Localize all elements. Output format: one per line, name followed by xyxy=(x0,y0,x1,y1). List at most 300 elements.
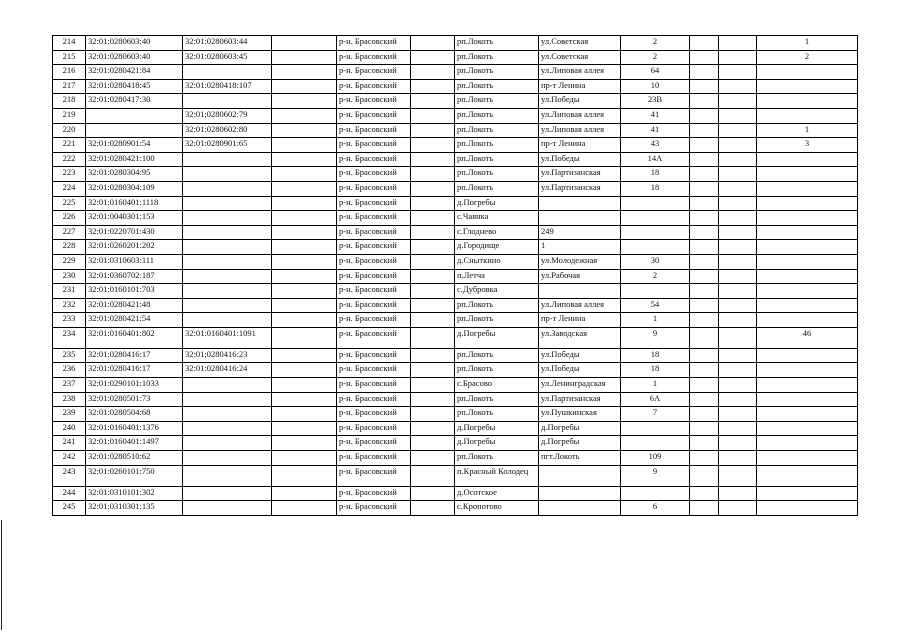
house-number: 41 xyxy=(621,108,690,123)
empty-cell xyxy=(690,225,719,240)
empty-cell xyxy=(272,196,337,211)
linked-cadastral-number: 32:01:0280416:23 xyxy=(183,348,272,363)
empty-cell xyxy=(690,436,719,451)
locality: с.Кропотово xyxy=(455,501,539,516)
locality: рп.Локоть xyxy=(455,392,539,407)
table-row xyxy=(53,240,858,255)
cadastral-number: 32:01:0260201:202 xyxy=(86,240,183,255)
linked-cadastral-number: 32:01:0280603:45 xyxy=(183,50,272,65)
street: ул.Партизанская xyxy=(539,392,621,407)
row-number: 237 xyxy=(53,378,86,393)
empty-cell xyxy=(411,363,455,378)
empty-cell xyxy=(411,451,455,466)
house-number xyxy=(621,421,690,436)
cadastral-number: 32:01:0280603:40 xyxy=(86,50,183,65)
locality: рп.Локоть xyxy=(455,167,539,182)
empty-cell xyxy=(690,313,719,328)
linked-cadastral-number xyxy=(183,501,272,516)
empty-cell xyxy=(272,181,337,196)
empty-cell xyxy=(719,211,757,226)
table-row xyxy=(53,501,858,516)
house-number: 23В xyxy=(621,94,690,109)
region: р-н. Брасовский xyxy=(337,348,411,363)
region: р-н. Брасовский xyxy=(337,36,411,51)
house-number: 2 xyxy=(621,50,690,65)
street: ул.Победы xyxy=(539,94,621,109)
empty-cell xyxy=(719,378,757,393)
street: ул.Заводская xyxy=(539,327,621,348)
locality: рп.Локоть xyxy=(455,108,539,123)
linked-cadastral-number xyxy=(183,436,272,451)
cadastral-number: 32:01:0280421:100 xyxy=(86,152,183,167)
empty-cell xyxy=(411,254,455,269)
table-row xyxy=(53,465,858,486)
cadastral-number: 32:01:0280501:73 xyxy=(86,392,183,407)
cadastral-number: 32:01:0280304:109 xyxy=(86,181,183,196)
empty-cell xyxy=(411,225,455,240)
apartment-number xyxy=(757,313,858,328)
empty-cell xyxy=(690,152,719,167)
locality: рп.Локоть xyxy=(455,152,539,167)
cadastral-number: 32:01:0280510:62 xyxy=(86,451,183,466)
house-number xyxy=(621,225,690,240)
apartment-number xyxy=(757,225,858,240)
cadastral-number xyxy=(86,108,183,123)
apartment-number xyxy=(757,152,858,167)
empty-cell xyxy=(690,465,719,486)
row-number: 244 xyxy=(53,486,86,501)
empty-cell xyxy=(719,50,757,65)
empty-cell xyxy=(719,196,757,211)
apartment-number xyxy=(757,94,858,109)
street: ул.Победы xyxy=(539,363,621,378)
empty-cell xyxy=(272,167,337,182)
house-number: 18 xyxy=(621,167,690,182)
table-row xyxy=(53,123,858,138)
empty-cell xyxy=(719,123,757,138)
empty-cell xyxy=(690,94,719,109)
locality: рп.Локоть xyxy=(455,348,539,363)
empty-cell xyxy=(719,138,757,153)
house-number: 9 xyxy=(621,465,690,486)
empty-cell xyxy=(411,65,455,80)
linked-cadastral-number: 32:01:0160401:1091 xyxy=(183,327,272,348)
empty-cell xyxy=(272,94,337,109)
linked-cadastral-number xyxy=(183,167,272,182)
house-number: 2 xyxy=(621,36,690,51)
linked-cadastral-number xyxy=(183,407,272,422)
empty-cell xyxy=(690,138,719,153)
empty-cell xyxy=(272,240,337,255)
empty-cell xyxy=(411,211,455,226)
table-row xyxy=(53,254,858,269)
region: р-н. Брасовский xyxy=(337,392,411,407)
street: ул.Партизанская xyxy=(539,181,621,196)
empty-cell xyxy=(272,298,337,313)
cadastral-number: 32:01:0280421:84 xyxy=(86,65,183,80)
locality: рп.Локоть xyxy=(455,79,539,94)
empty-cell xyxy=(690,65,719,80)
empty-cell xyxy=(719,392,757,407)
empty-cell xyxy=(719,167,757,182)
registry-rows xyxy=(53,36,858,516)
apartment-number xyxy=(757,211,858,226)
table-row xyxy=(53,298,858,313)
region: р-н. Брасовский xyxy=(337,94,411,109)
street: ул.Липовая аллея xyxy=(539,108,621,123)
linked-cadastral-number xyxy=(183,225,272,240)
apartment-number: 1 xyxy=(757,36,858,51)
row-number: 233 xyxy=(53,313,86,328)
empty-cell xyxy=(690,298,719,313)
empty-cell xyxy=(690,348,719,363)
region: р-н. Брасовский xyxy=(337,421,411,436)
house-number: 109 xyxy=(621,451,690,466)
table-row xyxy=(53,348,858,363)
empty-cell xyxy=(411,108,455,123)
street: ул.Липовая аллея xyxy=(539,123,621,138)
cadastral-number: 32:01:0290101:1033 xyxy=(86,378,183,393)
apartment-number xyxy=(757,269,858,284)
cadastral-number: 32:01:0280421:54 xyxy=(86,313,183,328)
linked-cadastral-number xyxy=(183,240,272,255)
cadastral-number: 32:01:0040301:153 xyxy=(86,211,183,226)
empty-cell xyxy=(272,348,337,363)
table-row xyxy=(53,407,858,422)
empty-cell xyxy=(411,327,455,348)
empty-cell xyxy=(411,152,455,167)
apartment-number xyxy=(757,378,858,393)
empty-cell xyxy=(411,348,455,363)
empty-cell xyxy=(272,138,337,153)
locality: д.Погребы xyxy=(455,196,539,211)
house-number: 14А xyxy=(621,152,690,167)
linked-cadastral-number xyxy=(183,94,272,109)
empty-cell xyxy=(719,451,757,466)
house-number: 64 xyxy=(621,65,690,80)
street: ул.Советская xyxy=(539,36,621,51)
empty-cell xyxy=(411,436,455,451)
empty-cell xyxy=(272,79,337,94)
apartment-number xyxy=(757,240,858,255)
region: р-н. Брасовский xyxy=(337,465,411,486)
cadastral-number: 32:01:0160401:802 xyxy=(86,327,183,348)
empty-cell xyxy=(690,284,719,299)
street: пр-т Ленина xyxy=(539,79,621,94)
empty-cell xyxy=(411,269,455,284)
street: ул.Победы xyxy=(539,152,621,167)
empty-cell xyxy=(272,36,337,51)
street xyxy=(539,465,621,486)
empty-cell xyxy=(272,211,337,226)
region: р-н. Брасовский xyxy=(337,254,411,269)
empty-cell xyxy=(411,94,455,109)
empty-cell xyxy=(719,108,757,123)
street xyxy=(539,211,621,226)
house-number: 9 xyxy=(621,327,690,348)
house-number xyxy=(621,486,690,501)
street: ул.Ленинградская xyxy=(539,378,621,393)
table-row xyxy=(53,108,858,123)
table-row xyxy=(53,36,858,51)
registry-table xyxy=(52,35,858,516)
empty-cell xyxy=(719,486,757,501)
cadastral-number: 32:01:0360702:187 xyxy=(86,269,183,284)
apartment-number: 46 xyxy=(757,327,858,348)
apartment-number: 3 xyxy=(757,138,858,153)
region: р-н. Брасовский xyxy=(337,486,411,501)
empty-cell xyxy=(719,254,757,269)
region: р-н. Брасовский xyxy=(337,407,411,422)
cadastral-number: 32:01:0280901:54 xyxy=(86,138,183,153)
cadastral-number: 32:01:0220701:430 xyxy=(86,225,183,240)
table-row xyxy=(53,79,858,94)
linked-cadastral-number: 32:01:0280602:80 xyxy=(183,123,272,138)
apartment-number xyxy=(757,254,858,269)
street: ул.Пушкинская xyxy=(539,407,621,422)
empty-cell xyxy=(272,108,337,123)
region: р-н. Брасовский xyxy=(337,138,411,153)
empty-cell xyxy=(690,407,719,422)
empty-cell xyxy=(272,436,337,451)
empty-cell xyxy=(272,501,337,516)
street: ул.Липовая аллея xyxy=(539,298,621,313)
row-number: 214 xyxy=(53,36,86,51)
linked-cadastral-number xyxy=(183,465,272,486)
row-number: 231 xyxy=(53,284,86,299)
row-number: 226 xyxy=(53,211,86,226)
apartment-number xyxy=(757,486,858,501)
locality: с.Глоднево xyxy=(455,225,539,240)
locality: рп.Локоть xyxy=(455,407,539,422)
house-number: 7 xyxy=(621,407,690,422)
cadastral-number: 32:01:0280304:95 xyxy=(86,167,183,182)
empty-cell xyxy=(272,363,337,378)
empty-cell xyxy=(690,240,719,255)
linked-cadastral-number xyxy=(183,486,272,501)
empty-cell xyxy=(690,36,719,51)
empty-cell xyxy=(411,123,455,138)
region: р-н. Брасовский xyxy=(337,451,411,466)
house-number: 30 xyxy=(621,254,690,269)
row-number: 225 xyxy=(53,196,86,211)
apartment-number xyxy=(757,167,858,182)
empty-cell xyxy=(411,298,455,313)
empty-cell xyxy=(272,421,337,436)
house-number: 43 xyxy=(621,138,690,153)
locality: рп.Локоть xyxy=(455,138,539,153)
row-number: 228 xyxy=(53,240,86,255)
locality: д.Осотское xyxy=(455,486,539,501)
street: д.Погребы xyxy=(539,436,621,451)
apartment-number xyxy=(757,79,858,94)
table-row xyxy=(53,167,858,182)
region: р-н. Брасовский xyxy=(337,378,411,393)
empty-cell xyxy=(690,421,719,436)
apartment-number xyxy=(757,436,858,451)
region: р-н. Брасовский xyxy=(337,123,411,138)
linked-cadastral-number xyxy=(183,152,272,167)
row-number: 243 xyxy=(53,465,86,486)
linked-cadastral-number xyxy=(183,269,272,284)
linked-cadastral-number xyxy=(183,392,272,407)
street xyxy=(539,284,621,299)
empty-cell xyxy=(719,79,757,94)
empty-cell xyxy=(411,392,455,407)
region: р-н. Брасовский xyxy=(337,313,411,328)
empty-cell xyxy=(719,65,757,80)
cadastral-number: 32:01:0280416:17 xyxy=(86,348,183,363)
table-row xyxy=(53,392,858,407)
row-number: 224 xyxy=(53,181,86,196)
locality: д.Погребы xyxy=(455,436,539,451)
empty-cell xyxy=(690,392,719,407)
row-number: 242 xyxy=(53,451,86,466)
linked-cadastral-number: 32:01:0280603:44 xyxy=(183,36,272,51)
table-row xyxy=(53,152,858,167)
street: д.Погребы xyxy=(539,421,621,436)
empty-cell xyxy=(411,196,455,211)
empty-cell xyxy=(719,501,757,516)
empty-cell xyxy=(690,363,719,378)
empty-cell xyxy=(272,327,337,348)
table-row xyxy=(53,363,858,378)
cadastral-number: 32:01:0160101:703 xyxy=(86,284,183,299)
locality: рп.Локоть xyxy=(455,363,539,378)
linked-cadastral-number: 32:01:0280418:107 xyxy=(183,79,272,94)
apartment-number xyxy=(757,363,858,378)
locality: рп.Локоть xyxy=(455,298,539,313)
cadastral-number: 32:01:0310101:302 xyxy=(86,486,183,501)
row-number: 218 xyxy=(53,94,86,109)
empty-cell xyxy=(690,79,719,94)
empty-cell xyxy=(719,348,757,363)
apartment-number xyxy=(757,348,858,363)
row-number: 241 xyxy=(53,436,86,451)
row-number: 219 xyxy=(53,108,86,123)
locality: с.Дубровка xyxy=(455,284,539,299)
locality: рп.Локоть xyxy=(455,36,539,51)
empty-cell xyxy=(719,36,757,51)
apartment-number xyxy=(757,421,858,436)
empty-cell xyxy=(411,167,455,182)
house-number: 6А xyxy=(621,392,690,407)
table-row xyxy=(53,269,858,284)
empty-cell xyxy=(411,36,455,51)
cadastral-number: 32:01:0280603:40 xyxy=(86,36,183,51)
street: ул.Молодежная xyxy=(539,254,621,269)
table-row xyxy=(53,436,858,451)
cadastral-number: 32:01:0280417:30 xyxy=(86,94,183,109)
empty-cell xyxy=(272,486,337,501)
cadastral-number: 32:01:0260101:750 xyxy=(86,465,183,486)
apartment-number xyxy=(757,181,858,196)
apartment-number xyxy=(757,451,858,466)
linked-cadastral-number xyxy=(183,298,272,313)
empty-cell xyxy=(719,152,757,167)
apartment-number xyxy=(757,284,858,299)
house-number: 18 xyxy=(621,348,690,363)
row-number: 232 xyxy=(53,298,86,313)
cadastral-number: 32:01:0160401:1497 xyxy=(86,436,183,451)
table-row xyxy=(53,451,858,466)
table-row xyxy=(53,94,858,109)
linked-cadastral-number xyxy=(183,211,272,226)
apartment-number xyxy=(757,501,858,516)
empty-cell xyxy=(411,501,455,516)
empty-cell xyxy=(690,50,719,65)
empty-cell xyxy=(719,313,757,328)
region: р-н. Брасовский xyxy=(337,363,411,378)
table-row xyxy=(53,327,858,348)
locality: рп.Локоть xyxy=(455,451,539,466)
empty-cell xyxy=(411,378,455,393)
table-row xyxy=(53,313,858,328)
linked-cadastral-number xyxy=(183,313,272,328)
row-number: 223 xyxy=(53,167,86,182)
row-number: 235 xyxy=(53,348,86,363)
empty-cell xyxy=(719,94,757,109)
house-number xyxy=(621,284,690,299)
street xyxy=(539,196,621,211)
empty-cell xyxy=(719,407,757,422)
house-number: 6 xyxy=(621,501,690,516)
empty-cell xyxy=(690,327,719,348)
table-row xyxy=(53,65,858,80)
empty-cell xyxy=(719,436,757,451)
table-row xyxy=(53,421,858,436)
cadastral-number: 32:01:0280418:45 xyxy=(86,79,183,94)
street: ул.Липовая аллея xyxy=(539,65,621,80)
region: р-н. Брасовский xyxy=(337,108,411,123)
apartment-number: 1 xyxy=(757,123,858,138)
empty-cell xyxy=(411,407,455,422)
empty-cell xyxy=(411,79,455,94)
cadastral-number xyxy=(86,123,183,138)
empty-cell xyxy=(719,327,757,348)
empty-cell xyxy=(411,486,455,501)
region: р-н. Брасовский xyxy=(337,167,411,182)
row-number: 216 xyxy=(53,65,86,80)
locality: рп.Локоть xyxy=(455,181,539,196)
apartment-number xyxy=(757,196,858,211)
empty-cell xyxy=(719,225,757,240)
row-number: 239 xyxy=(53,407,86,422)
locality: д.Сныткино xyxy=(455,254,539,269)
empty-cell xyxy=(272,451,337,466)
linked-cadastral-number: 32:01:0280901:65 xyxy=(183,138,272,153)
empty-cell xyxy=(719,284,757,299)
empty-cell xyxy=(719,363,757,378)
linked-cadastral-number xyxy=(183,181,272,196)
cadastral-number: 32:01:0280416:17 xyxy=(86,363,183,378)
row-number: 234 xyxy=(53,327,86,348)
empty-cell xyxy=(690,123,719,138)
locality: п.Летча xyxy=(455,269,539,284)
locality: рп.Локоть xyxy=(455,313,539,328)
house-number xyxy=(621,240,690,255)
row-number: 215 xyxy=(53,50,86,65)
house-number: 54 xyxy=(621,298,690,313)
empty-cell xyxy=(690,181,719,196)
region: р-н. Брасовский xyxy=(337,181,411,196)
region: р-н. Брасовский xyxy=(337,196,411,211)
empty-cell xyxy=(272,50,337,65)
empty-cell xyxy=(690,211,719,226)
house-number xyxy=(621,211,690,226)
empty-cell xyxy=(272,254,337,269)
apartment-number xyxy=(757,298,858,313)
